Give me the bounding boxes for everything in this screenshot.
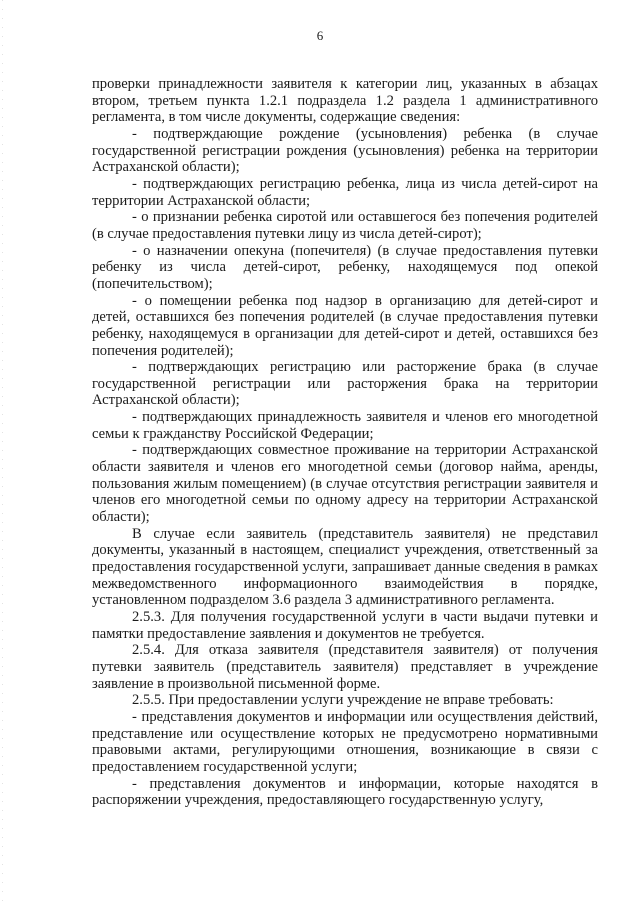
paragraph: проверки принадлежности заявителя к категории лиц, указанных в абзацах втором, третьем пункта 1.2.1 подраздела 1.2 раздела 1 административного регламента, в том числе документы, содержащие сведения:	[92, 76, 598, 126]
list-item: - подтверждающих регистрацию или расторжение брака (в случае государственной регистрации или расторжения брака на территории Астраханской области);	[92, 359, 598, 409]
paragraph-2-5-4: 2.5.4. Для отказа заявителя (представителя заявителя) от получения путевки заявитель (представитель заявителя) представляет в учреждение заявление в произвольной письменной форме.	[92, 642, 598, 692]
list-item: - подтверждающих принадлежность заявителя и членов его многодетной семьи к гражданству Российской Федерации;	[92, 409, 598, 442]
paragraph-2-5-5: 2.5.5. При предоставлении услуги учреждение не вправе требовать:	[132, 692, 554, 709]
list-item: - представления документов и информации или осуществления действий, представление или осуществление которых не предусмотрено нормативными правовыми актами, регулирующими отношения, возникающие в связи с предоставлением государственной услуги;	[92, 708, 598, 775]
list-item: - о помещении ребенка под надзор в организацию для детей-сирот и детей, оставшихся без попечения родителей (в случае предоставления путевки ребенку, находящемуся в организации для детей-сирот и детей, оставшихся без попечения родителей);	[92, 292, 598, 359]
document-body	[92, 76, 598, 809]
paragraph: В случае если заявитель (представитель заявителя) не представил документы, указанный в настоящем, специалист учреждения, ответственный за предоставления государственной услуги, запрашивает данные сведения в рамках межведомственного информационного взаимодействия в порядке, установленном подразделом 3.6 раздела 3 административного регламента.	[92, 525, 598, 609]
scan-margin-artifact	[2, 0, 3, 905]
list-item: - подтверждающих совместное проживание на территории Астраханской области заявителя и членов его многодетной семьи (договор найма, аренды, пользования жилым помещением) (в случае отсутствия регистрации заявителя и членов его многодетной семьи по одному адресу на территории Астраханской области);	[92, 442, 598, 526]
paragraph-2-5-3: 2.5.3. Для получения государственной услуги в части выдачи путевки и памятки предоставление заявления и документов не требуется.	[92, 609, 598, 642]
list-item: - о признании ребенка сиротой или оставшегося без попечения родителей (в случае предоставления путевки лицу из числа детей-сирот);	[92, 209, 598, 242]
list-item: - подтверждающие рождение (усыновления) ребенка (в случае государственной регистрации рождения (усыновления) ребенка на территории Астраханской области);	[92, 125, 598, 176]
list-item: - о назначении опекуна (попечителя) (в случае предоставления путевки ребенку из числа детей-сирот, ребенку, находящемуся под опекой (попечительством);	[92, 242, 598, 292]
list-item: - подтверждающих регистрацию ребенка, лица из числа детей-сирот на территории Астраханской области;	[92, 175, 598, 209]
page-number: 6	[316, 28, 324, 43]
list-item: - представления документов и информации, которые находятся в распоряжении учреждения, предоставляющего государственную услугу,	[92, 775, 598, 809]
